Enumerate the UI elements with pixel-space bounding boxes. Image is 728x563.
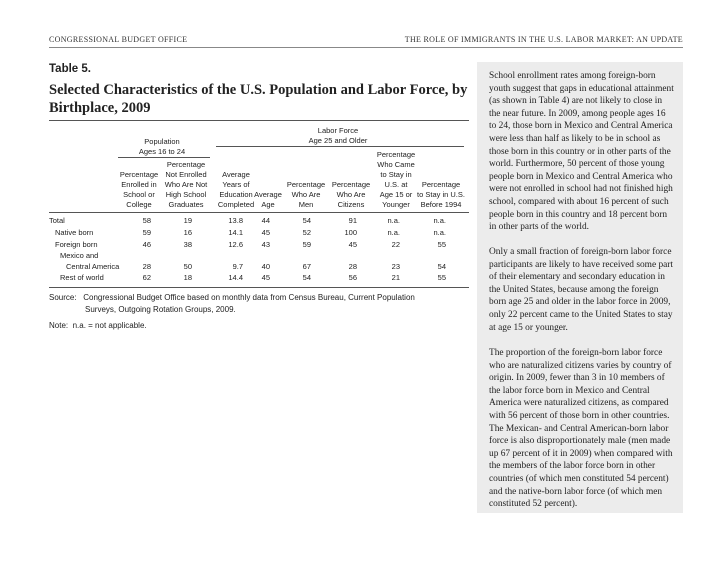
table-title: Selected Characteristics of the U.S. Population and Labor Force, by Birthplace, 2009 <box>49 82 468 116</box>
table-cell: 56 <box>348 273 357 282</box>
table-cell: n.a. <box>433 228 446 237</box>
table-cell: 55 <box>437 273 446 282</box>
table-cell: 100 <box>344 228 357 237</box>
table-cell: 14.4 <box>228 273 243 282</box>
table-note: Note: n.a. = not applicable. <box>49 321 147 330</box>
table-cell: 21 <box>391 273 400 282</box>
table-cell: 43 <box>261 240 270 249</box>
header-rule <box>49 47 683 48</box>
table-cell: 18 <box>183 273 192 282</box>
sidebar-paragraph-2: Only a small fraction of foreign-born labor force participants are likely to have received some part of their elementary and secondary education in the United States, because among the foreign born age 25 and older in the labor force in 2009, only 22 percent came to the United States to stay at age 15 or younger. <box>489 247 674 333</box>
source-note: Source: Congressional Budget Office based on monthly data from Census Bureau, Current Population <box>49 293 415 302</box>
table-cell: 45 <box>261 228 270 237</box>
table-cell: 54 <box>302 216 311 225</box>
table-cell: 13.8 <box>228 216 243 225</box>
table-cell: 38 <box>183 240 192 249</box>
sidebar-paragraph-1: School enrollment rates among foreign-born youth suggest that gaps in educational attainment (as shown in Table 4) are not likely to close in the near future. In 2009, among people ages 16 to 24, those born in Mexico and Central America were less than half as likely to be in school as those born in this country or in other parts of the world. Furthermore, 50 percent of those young people born in Mexico and Central America who were not enrolled in school had not finished high school, compared with about 16 percent of such people born in this country and 18 percent born in other parts of the world. <box>489 71 674 233</box>
row-label-mexico: Mexico and <box>60 251 99 260</box>
col-head-not-enrolled: Percentage Not Enrolled Who Are Not High School Graduates <box>164 160 208 209</box>
table-cell: 19 <box>183 216 192 225</box>
table-cell: 54 <box>302 273 311 282</box>
table-cell: 54 <box>437 262 446 271</box>
table-cell: 16 <box>183 228 192 237</box>
table-cell: 59 <box>142 228 151 237</box>
population-group-subheading: Ages 16 to 24 <box>138 147 186 156</box>
sidebar-paragraph-3: The proportion of the foreign-born labor force who are naturalized citizens varies by country of origin. In 2009, fewer than 3 in 10 members of the labor force born in Mexico and Central America were naturalized citizens, as compared with 56 percent of those born in other countries. The Mexican- and Central American-born labor force is also disproportionately male (men made up 67 percent of it in 2009) when compared with the members of the labor force born in other countries (of which men constituted 54 percent) and the native-born labor force (of which men constituted 52 percent). <box>489 348 673 510</box>
table-cell: n.a. <box>387 228 400 237</box>
table-cell: 23 <box>391 262 400 271</box>
table-title-rule <box>49 120 469 121</box>
col-head-men: Percentage Who Are Men <box>286 180 326 209</box>
population-group-heading: Population <box>144 137 180 146</box>
table-cell: 55 <box>437 240 446 249</box>
table-cell: 9.7 <box>232 262 243 271</box>
table-cell: 28 <box>142 262 151 271</box>
population-group-underline <box>118 157 210 158</box>
row-label-rest-of-world: Rest of world <box>60 273 104 282</box>
row-label-central-america: Central America <box>66 262 120 271</box>
table-cell: 12.6 <box>228 240 243 249</box>
table-cell: 45 <box>261 273 270 282</box>
running-header-right: THE ROLE OF IMMIGRANTS IN THE U.S. LABOR MARKET: AN UPDATE <box>404 35 683 44</box>
table-cell: 44 <box>261 216 270 225</box>
table-cell: 91 <box>348 216 357 225</box>
col-head-age: Average Age <box>254 190 282 209</box>
running-header-left: CONGRESSIONAL BUDGET OFFICE <box>49 35 188 44</box>
table-cell: 50 <box>183 262 192 271</box>
labor-group-underline <box>216 146 464 147</box>
table-cell: 45 <box>348 240 357 249</box>
row-label-foreign: Foreign born <box>55 240 98 249</box>
col-head-education: Average Years of Education Completed <box>217 170 255 209</box>
table-cell: 14.1 <box>228 228 243 237</box>
table-cell: 46 <box>142 240 151 249</box>
col-head-enrolled: Percentage Enrolled in School or College <box>119 170 159 209</box>
table-cell: 62 <box>142 273 151 282</box>
col-head-before-1994: Percentage to Stay in U.S. Before 1994 <box>417 180 465 209</box>
col-head-citizens: Percentage Who Are Citizens <box>331 180 371 209</box>
table-head-rule <box>49 212 469 213</box>
col-head-came-young: Percentage Who Came to Stay in U.S. at Age 15 or Younger <box>376 150 416 209</box>
row-label-native: Native born <box>55 228 94 237</box>
table-cell: 28 <box>348 262 357 271</box>
table-cell: 58 <box>142 216 151 225</box>
table-cell: n.a. <box>387 216 400 225</box>
source-note-continued: Surveys, Outgoing Rotation Groups, 2009. <box>85 305 236 314</box>
table-cell: 22 <box>391 240 400 249</box>
table-cell: 67 <box>302 262 311 271</box>
row-label-total: Total <box>49 216 65 225</box>
table-foot-rule <box>49 287 469 288</box>
table-label: Table 5. <box>49 63 91 75</box>
labor-group-heading: Labor Force <box>317 126 359 135</box>
table-cell: 52 <box>302 228 311 237</box>
table-cell: 59 <box>302 240 311 249</box>
labor-group-subheading: Age 25 and Older <box>308 136 368 145</box>
table-cell: 40 <box>261 262 270 271</box>
table-cell: n.a. <box>433 216 446 225</box>
